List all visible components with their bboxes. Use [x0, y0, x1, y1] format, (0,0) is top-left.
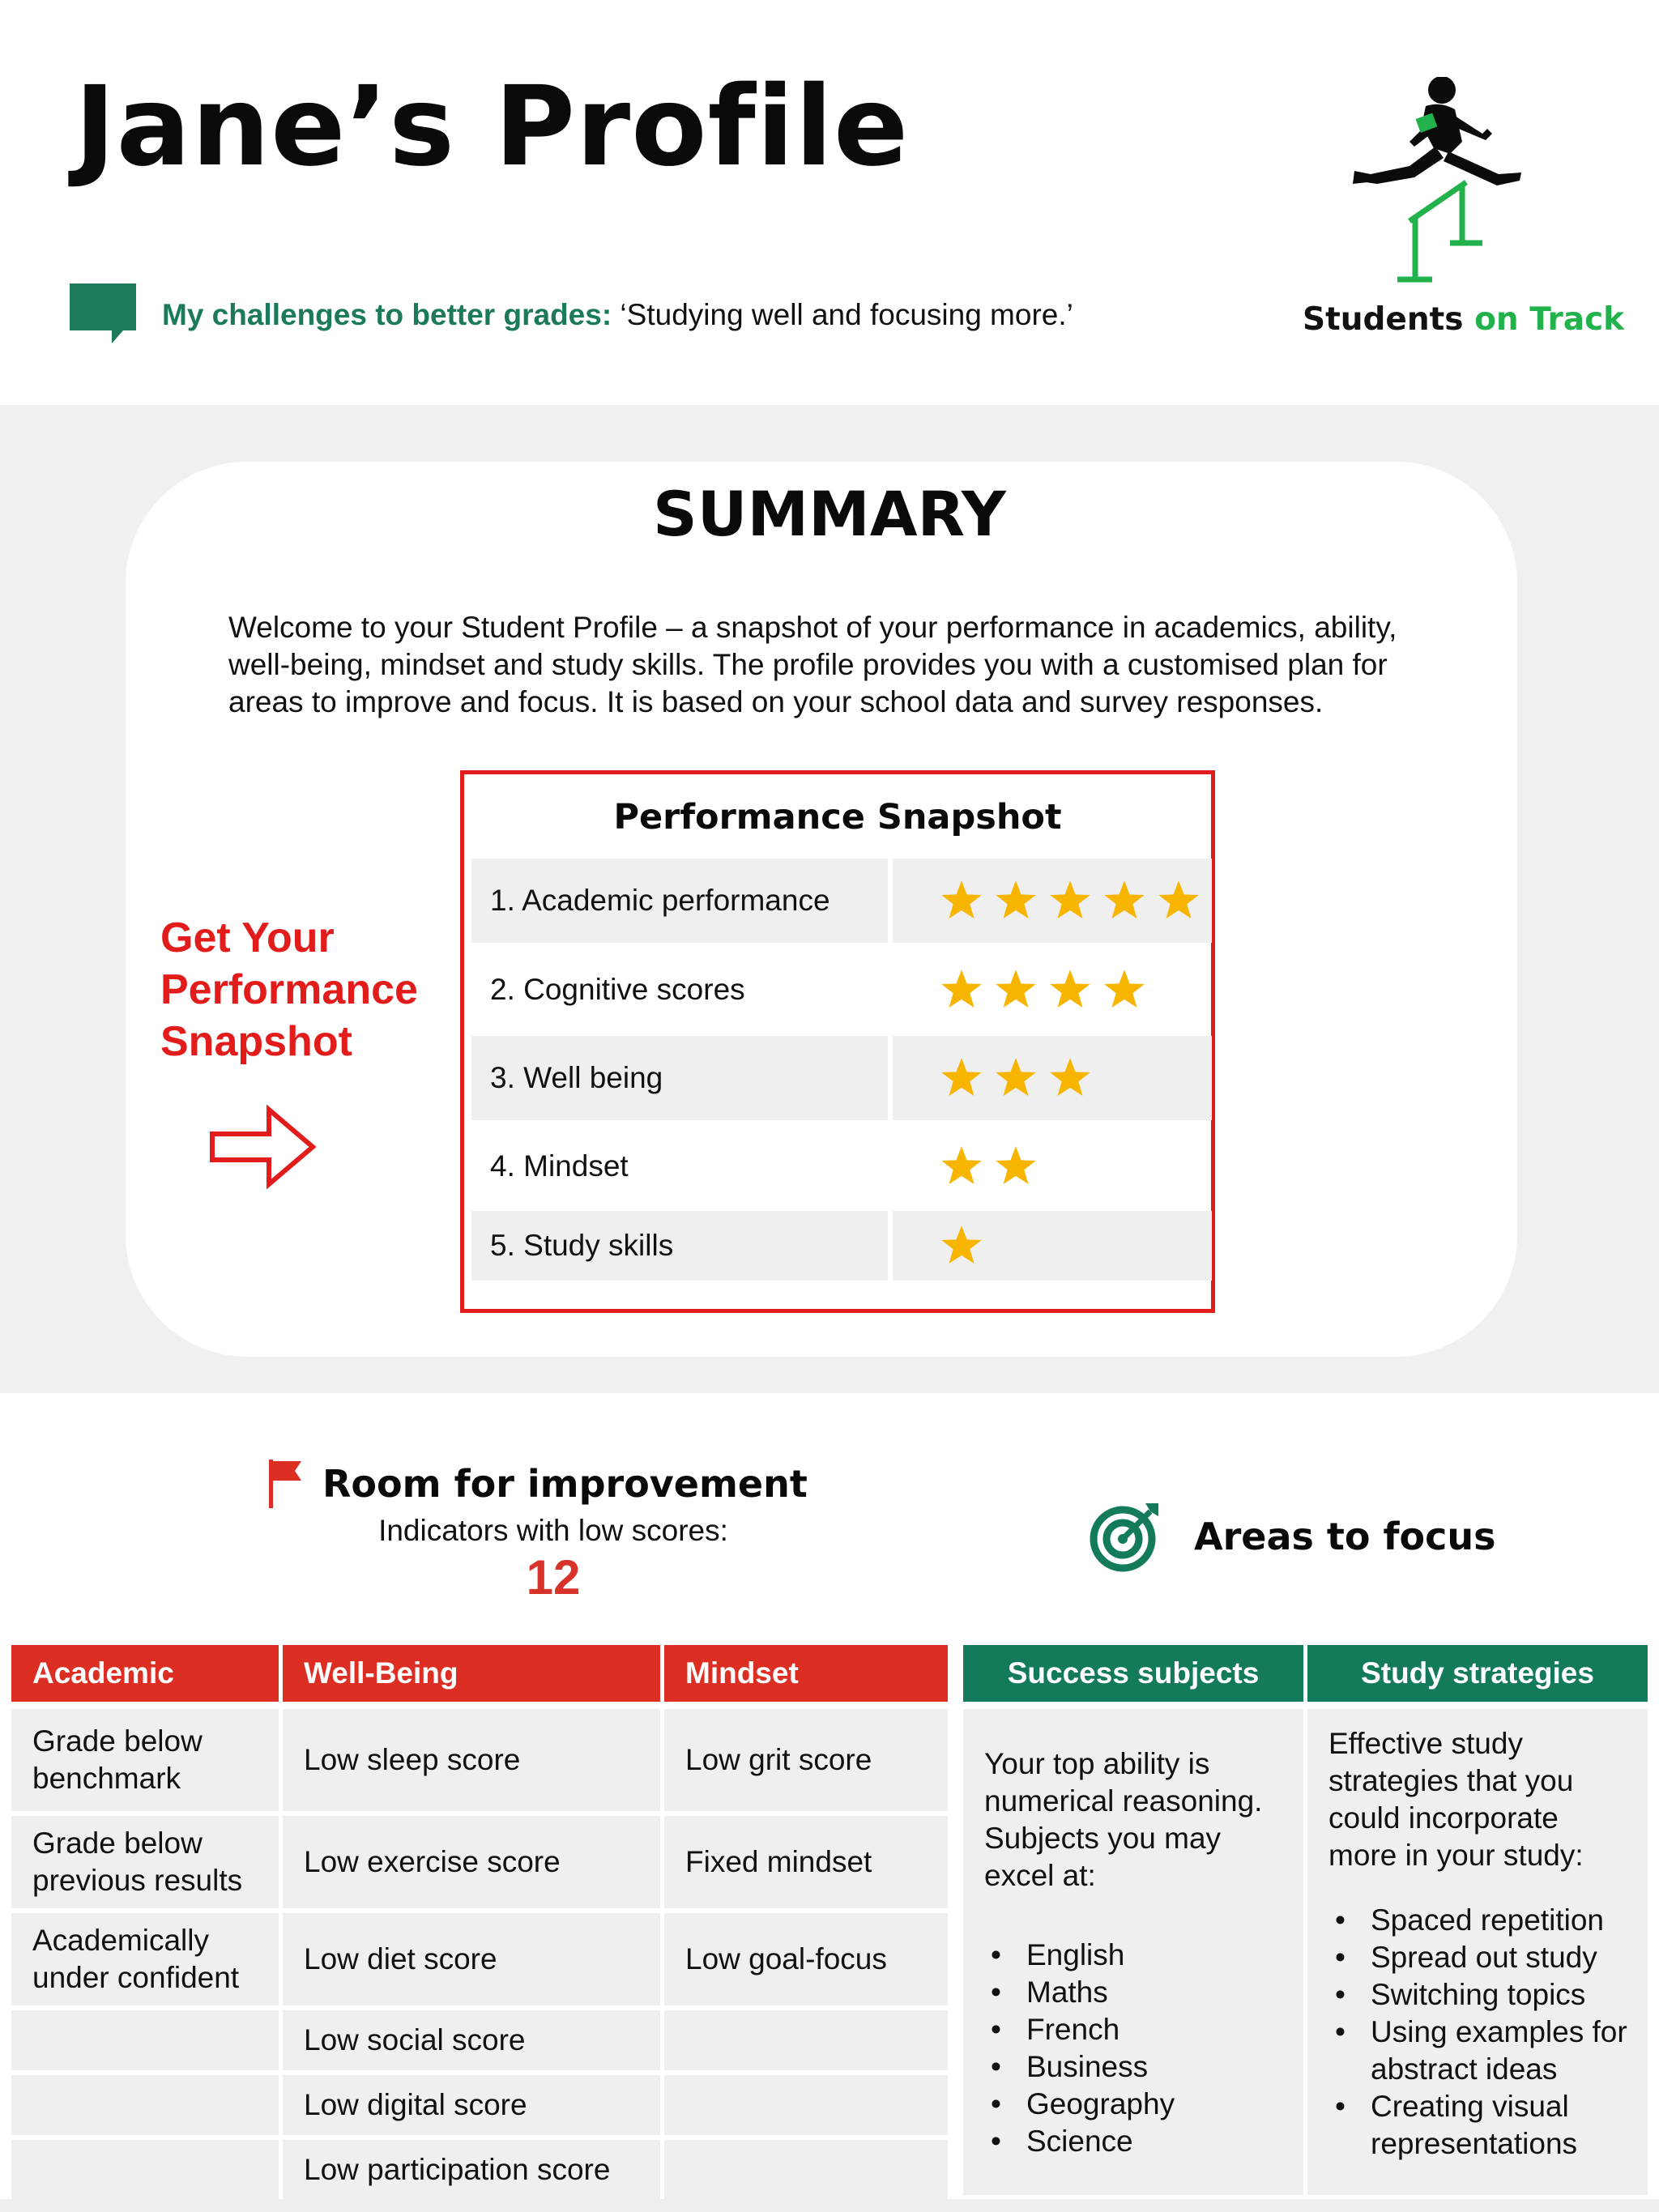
- star-icon: [940, 879, 983, 923]
- column-header-academic: Academic: [11, 1645, 279, 1702]
- star-icon: [1102, 968, 1146, 1012]
- star-rating: [893, 1036, 1212, 1120]
- low-score-count: 12: [526, 1550, 581, 1605]
- column-header-mindset: Mindset: [664, 1645, 948, 1702]
- footer-strip: [0, 2199, 1659, 2212]
- star-icon: [994, 1144, 1038, 1188]
- snapshot-row: [471, 1211, 1212, 1281]
- subject-item: • English: [984, 1937, 1287, 1974]
- subject-item: • Geography: [984, 2086, 1287, 2123]
- page-title: Jane’s Profile: [75, 63, 910, 191]
- callout-line-1: Get Your: [160, 914, 335, 961]
- indicator-cell: Low digital score: [283, 2075, 660, 2135]
- snapshot-row-label: 3. Well being: [471, 1036, 888, 1120]
- star-icon: [994, 1056, 1038, 1100]
- indicator-cell: Low participation score: [283, 2140, 660, 2199]
- indicator-cell: [664, 2140, 948, 2199]
- snapshot-row: [471, 1036, 1212, 1120]
- challenge-text: [162, 298, 1073, 332]
- indicator-cell: [664, 2075, 948, 2135]
- star-icon: [1048, 1056, 1092, 1100]
- room-for-improvement-heading: [267, 1458, 808, 1510]
- star-rating: [893, 1211, 1212, 1281]
- star-icon: [1048, 879, 1092, 923]
- subject-item: • Business: [984, 2048, 1287, 2086]
- star-icon: [1048, 968, 1092, 1012]
- indicator-cell: Low sleep score: [283, 1709, 660, 1811]
- star-rating: [893, 859, 1212, 943]
- star-icon: [940, 1224, 983, 1268]
- star-rating: [893, 1124, 1212, 1208]
- study-strategies-panel: [1307, 1709, 1648, 2195]
- challenge-label: My challenges to better grades:: [162, 298, 612, 331]
- indicator-cell: Academically under confident: [11, 1913, 279, 2005]
- snapshot-row: [471, 859, 1212, 943]
- summary-body: Welcome to your Student Profile – a snapshot of your performance in academics, ability, well-being, mindset and study skills. The profile provides you with a customised plan for areas to improve and focus. It is based on your school data and survey responses.: [228, 611, 1397, 718]
- strategy-item: • Switching topics: [1328, 1976, 1633, 2014]
- strategy-item: • Creating visual representations: [1328, 2088, 1633, 2163]
- challenge-statement: [70, 283, 1073, 347]
- page-header: [0, 0, 1659, 405]
- column-header-well-being: Well-Being: [283, 1645, 660, 1702]
- speech-bubble-icon: [70, 283, 136, 347]
- flag-icon: [267, 1458, 303, 1510]
- improvement-title: Room for improvement: [322, 1462, 808, 1506]
- strategy-item: • Spaced repetition: [1328, 1902, 1633, 1939]
- indicator-cell: Low social score: [283, 2010, 660, 2070]
- success-subjects-list: [984, 1937, 1287, 2160]
- strategy-item: • Using examples for abstract ideas: [1328, 2014, 1633, 2088]
- star-icon: [940, 1056, 983, 1100]
- challenge-quote: ‘Studying well and focusing more.’: [612, 298, 1073, 331]
- star-icon: [994, 879, 1038, 923]
- indicator-cell: [11, 2140, 279, 2199]
- column-header-success-subjects: Success subjects: [963, 1645, 1303, 1702]
- snapshot-title: Performance Snapshot: [613, 797, 1062, 837]
- improvement-subtitle: Indicators with low scores:: [378, 1514, 728, 1547]
- callout-line-2: Performance: [160, 966, 418, 1013]
- star-icon: [1157, 879, 1201, 923]
- indicator-cell: [11, 2010, 279, 2070]
- snapshot-row-label: 2. Cognitive scores: [490, 973, 745, 1006]
- star-icon: [1102, 879, 1146, 923]
- snapshot-row: [471, 1124, 1212, 1208]
- indicator-cell: Grade below benchmark: [11, 1709, 279, 1811]
- indicator-cell: Low diet score: [283, 1913, 660, 2005]
- logo-text-part2: on Track: [1474, 301, 1625, 338]
- success-intro: Your top ability is numerical reasoning. Subjects you may excel at:: [984, 1747, 1263, 1892]
- target-icon: [1089, 1500, 1162, 1573]
- subject-item: • French: [984, 2011, 1287, 2048]
- logo-text: [1303, 301, 1624, 338]
- indicator-cell: Fixed mindset: [664, 1816, 948, 1908]
- column-header-study-strategies: Study strategies: [1307, 1645, 1648, 1702]
- focus-title: Areas to focus: [1194, 1515, 1496, 1558]
- logo-text-part1: Students: [1303, 301, 1475, 338]
- success-subjects-panel: [963, 1709, 1303, 2195]
- star-icon: [940, 1144, 983, 1188]
- snapshot-callout: [160, 912, 418, 1068]
- snapshot-row-label: 1. Academic performance: [471, 859, 888, 943]
- subject-item: • Science: [984, 2123, 1287, 2160]
- areas-to-focus-heading: [1089, 1500, 1496, 1573]
- subject-item: • Maths: [984, 1974, 1287, 2011]
- strategies-intro: Effective study strategies that you could incorporate more in your study:: [1328, 1727, 1584, 1872]
- performance-snapshot: [460, 770, 1215, 1313]
- snapshot-row-label: 5. Study skills: [471, 1211, 888, 1281]
- indicator-cell: Low grit score: [664, 1709, 948, 1811]
- strategy-item: • Spread out study: [1328, 1939, 1633, 1976]
- snapshot-row: [471, 948, 1212, 1032]
- indicator-cell: Grade below previous results: [11, 1816, 279, 1908]
- summary-title: SUMMARY: [653, 478, 1006, 550]
- star-rating: [893, 948, 1212, 1032]
- indicator-cell: [664, 2010, 948, 2070]
- indicator-cell: Low goal-focus: [664, 1913, 948, 2005]
- indicator-cell: Low exercise score: [283, 1816, 660, 1908]
- snapshot-row-label: 4. Mindset: [490, 1149, 629, 1183]
- callout-line-3: Snapshot: [160, 1018, 352, 1065]
- right-arrow-icon: [209, 1105, 318, 1189]
- study-strategies-list: [1328, 1902, 1633, 2163]
- indicator-cell: [11, 2075, 279, 2135]
- star-icon: [940, 968, 983, 1012]
- star-icon: [994, 968, 1038, 1012]
